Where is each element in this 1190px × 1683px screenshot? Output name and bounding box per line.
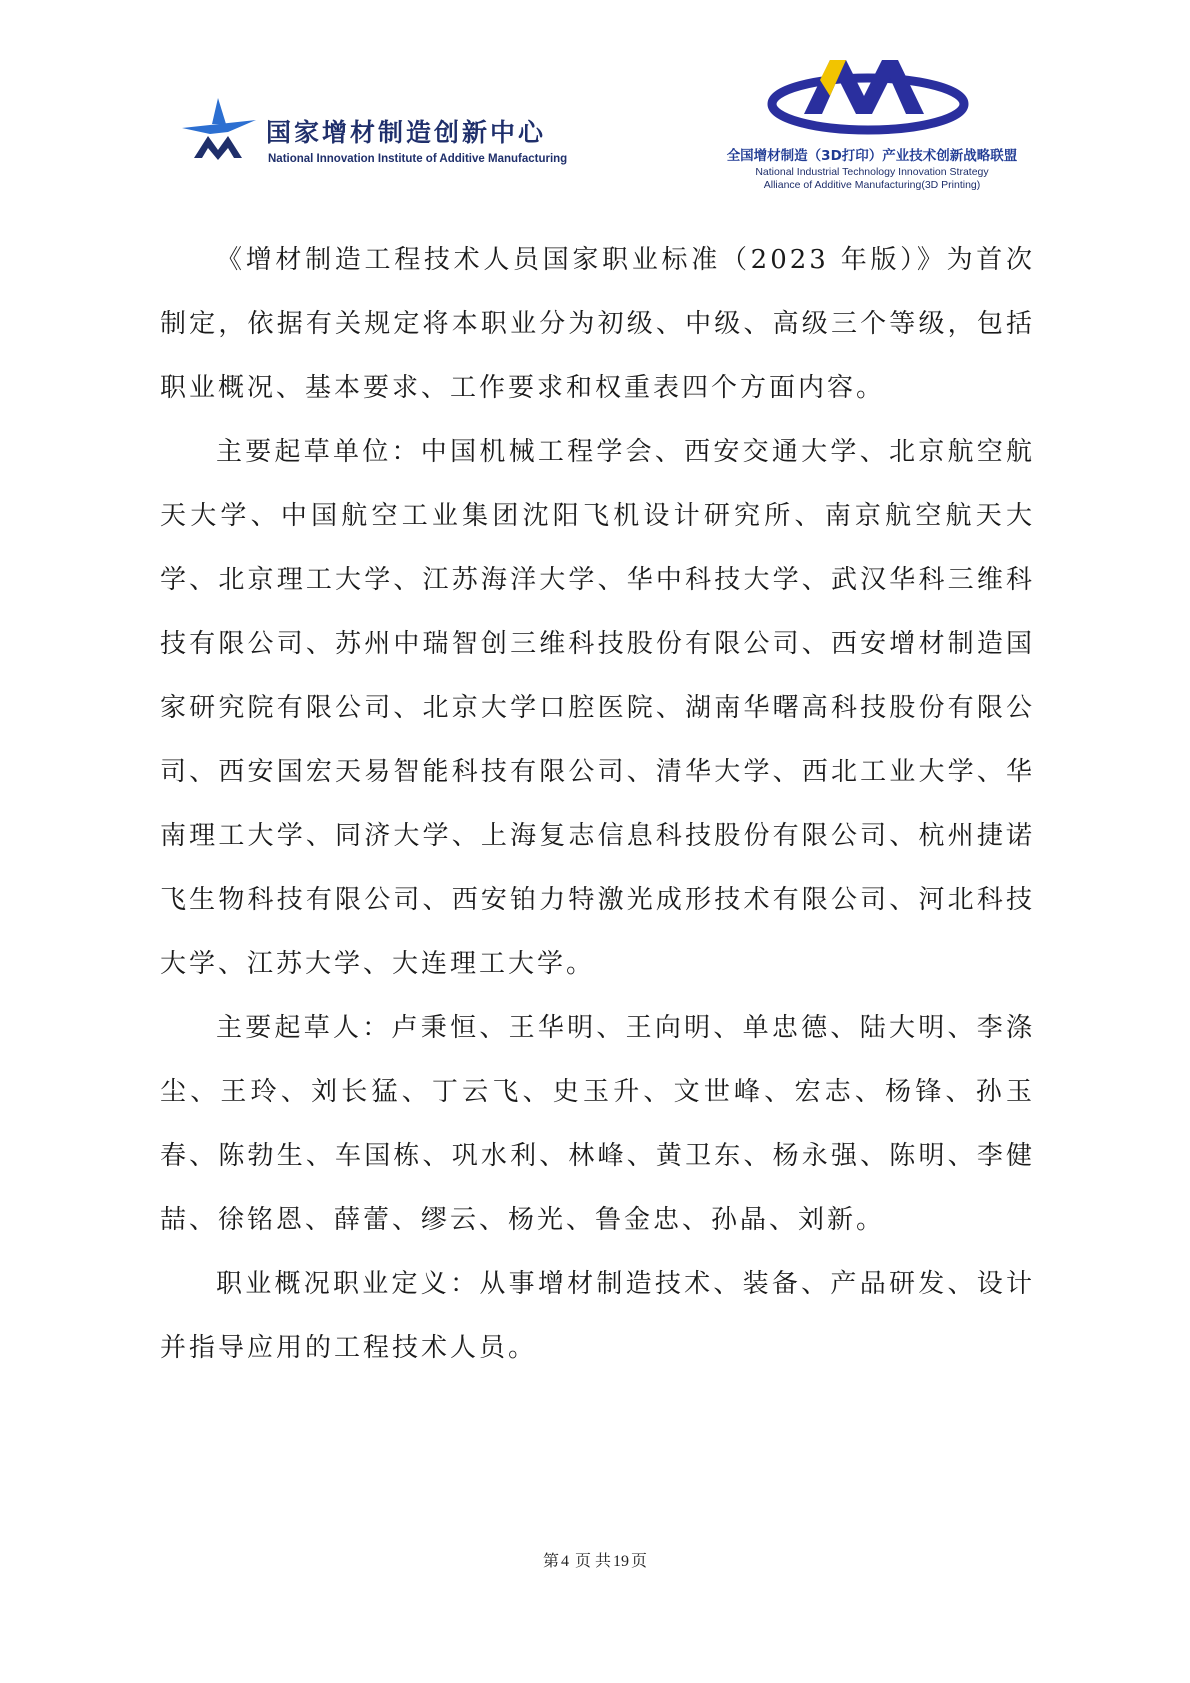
page-prefix: 第 [542,1553,559,1570]
paragraph-drafting-units: 主要起草单位：中国机械工程学会、西安交通大学、北京航空航天大学、中国航空工业集团沈阳飞机设计研究所、南京航空航天大学、北京理工大学、江苏海洋大学、华中科技大学、武汉华科三维科技有限公司、苏州中瑞智创三维科技股份有限公司、西安增材制造国家研究院有限公司、北京大学口腔医院、湖南华曙高科技股份有限公司、西安国宏天易智能科技有限公司、清华大学、西北工业大学、华南理工大学、同济大学、上海复志信息科技股份有限公司、杭州捷诺飞生物科技有限公司、西安铂力特激光成形技术有限公司、河北科技大学、江苏大学、大连理工大学。 [160,437,1035,979]
page-middle: 页 共 [574,1553,611,1570]
page-number-footer [0,1548,1190,1571]
innovation-center-emblem-icon [182,98,258,164]
left-logo-name-cn: 国家增材制造创新中心 [266,118,547,147]
right-logo [712,56,1032,196]
paragraph-drafters: 主要起草人：卢秉恒、王华明、王向明、单忠德、陆大明、李涤尘、王玲、刘长猛、丁云飞、史玉升、文世峰、宏志、杨锋、孙玉春、陈勃生、车国栋、巩水利、林峰、黄卫东、杨永强、陈明、李健喆、徐铭恩、薛蕾、缪云、杨光、鲁金忠、孙晶、刘新。 [160,1013,1035,1235]
paragraph-occupation-definition: 职业概况职业定义：从事增材制造技术、装备、产品研发、设计并指导应用的工程技术人员。 [160,1269,1035,1363]
total-pages: 19 [613,1553,629,1570]
left-logo-name-en: National Innovation Institute of Additive Manufacturing [268,153,568,165]
right-logo-name-en-line1: National Industrial Technology Innovation Strategy [755,166,989,178]
paragraph-standard-intro: 《增材制造工程技术人员国家职业标准（2023 年版）》为首次制定，依据有关规定将本职业分为初级、中级、高级三个等级，包括职业概况、基本要求、工作要求和权重表四个方面内容。 [160,245,1035,403]
right-logo-name-en-line2: Alliance of Additive Manufacturing(3D Printing) [763,179,981,191]
document-body [160,228,1035,1380]
page-suffix: 页 [631,1553,648,1570]
right-logo-name-cn: 全国增材制造（3D打印）产业技术创新战略联盟 [726,148,1018,164]
left-logo [182,96,622,172]
alliance-emblem-icon [760,56,980,142]
current-page: 4 [560,1553,569,1570]
